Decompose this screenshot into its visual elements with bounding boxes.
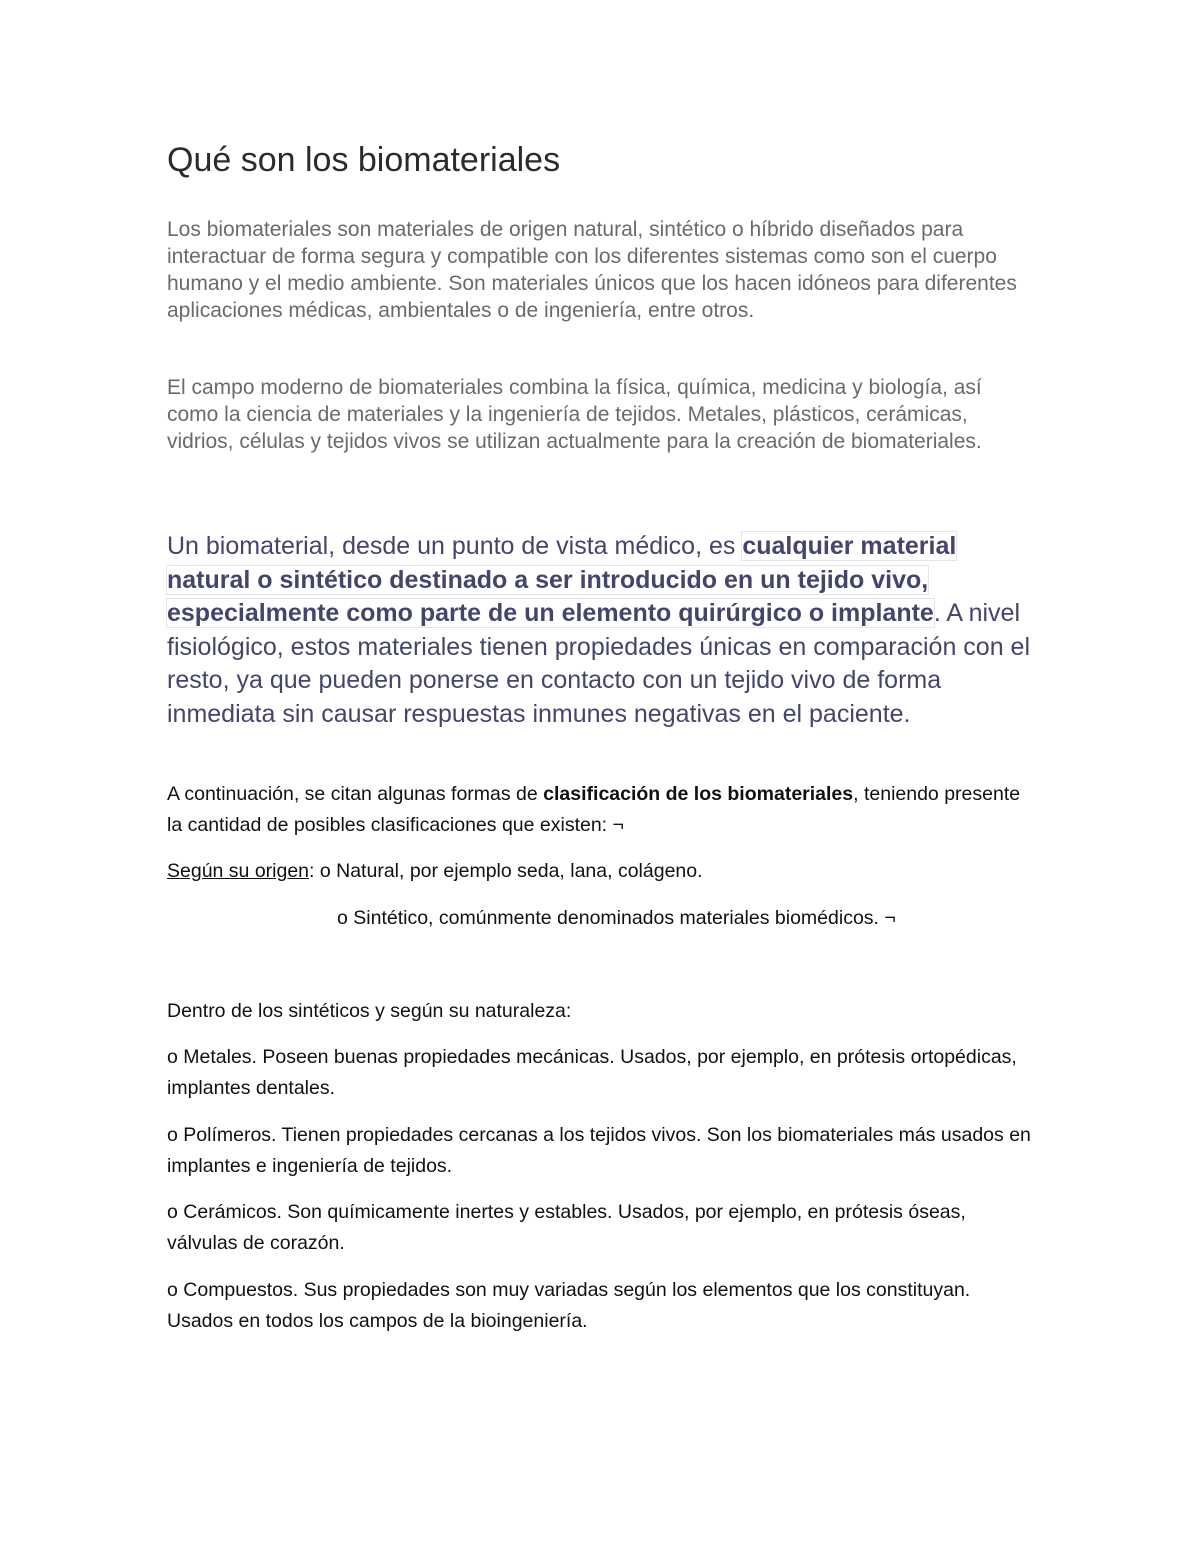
type-metales: o Metales. Poseen buenas propiedades mecánicas. Usados, por ejemplo, en prótesis ortopédicas, implantes dentales. <box>167 1046 1017 1099</box>
origin-label: Según su origen <box>167 860 310 882</box>
intro-paragraph-1: Los biomateriales son materiales de origen natural, sintético o híbrido diseñados para interactuar de forma segura y compatible con los diferentes sistemas como son el cuerpo humano y el medio ambiente. Son materiales únicos que los hacen idóneos para diferentes aplicaciones médicas, ambientales o de ingeniería, entre otros. <box>167 218 1017 322</box>
intro-paragraph-2: El campo moderno de biomateriales combina la física, química, medicina y biología, así como la ciencia de materiales y la ingeniería de tejidos. Metales, plásticos, cerámicas, vidrios, células y tejidos vivos se utilizan actualmente para la creación de biomateriales. <box>167 376 982 453</box>
definition-tail: . A nivel fisiológico, estos materiales tienen propiedades únicas en comparación con el resto, ya que pueden ponerse en contacto con un tejido vivo de forma inmediata sin causar respuestas inmunes negativas en el paciente. <box>167 599 1031 728</box>
origin-synthetic: o Sintético, comúnmente denominados materiales biomédicos. ¬ <box>337 907 896 929</box>
page-title: Qué son los biomateriales <box>167 141 561 179</box>
definition-lead: Un biomaterial, desde un punto de vista médico, es <box>167 532 743 560</box>
type-polimeros: o Polímeros. Tienen propiedades cercanas a los tejidos vivos. Son los biomateriales más usados en implantes e ingeniería de tejidos. <box>167 1124 1031 1177</box>
definition-highlight: cualquier material natural o sintético destinado a ser introducido en un tejido vivo, especialmente como parte de un elemento quirúrgico o implante <box>167 532 957 627</box>
classification-intro <box>167 779 1037 841</box>
classification-bold: clasificación de los biomateriales <box>543 783 854 805</box>
classification-tail: , teniendo presente la cantidad de posibles clasificaciones que existen: ¬ <box>167 783 1021 836</box>
definition-paragraph <box>167 530 1037 731</box>
origin-line <box>167 856 1037 887</box>
type-ceramicos: o Cerámicos. Son químicamente inertes y estables. Usados, por ejemplo, en prótesis óseas, válvulas de corazón. <box>167 1201 966 1254</box>
synthetic-heading: Dentro de los sintéticos y según su naturaleza: <box>167 1000 572 1022</box>
origin-text: : o Natural, por ejemplo seda, lana, colágeno. <box>309 860 703 882</box>
type-compuestos: o Compuestos. Sus propiedades son muy variadas según los elementos que los constituyan. Usados en todos los campos de la bioingeniería. <box>167 1279 971 1332</box>
classification-lead: A continuación, se citan algunas formas de <box>167 783 544 805</box>
